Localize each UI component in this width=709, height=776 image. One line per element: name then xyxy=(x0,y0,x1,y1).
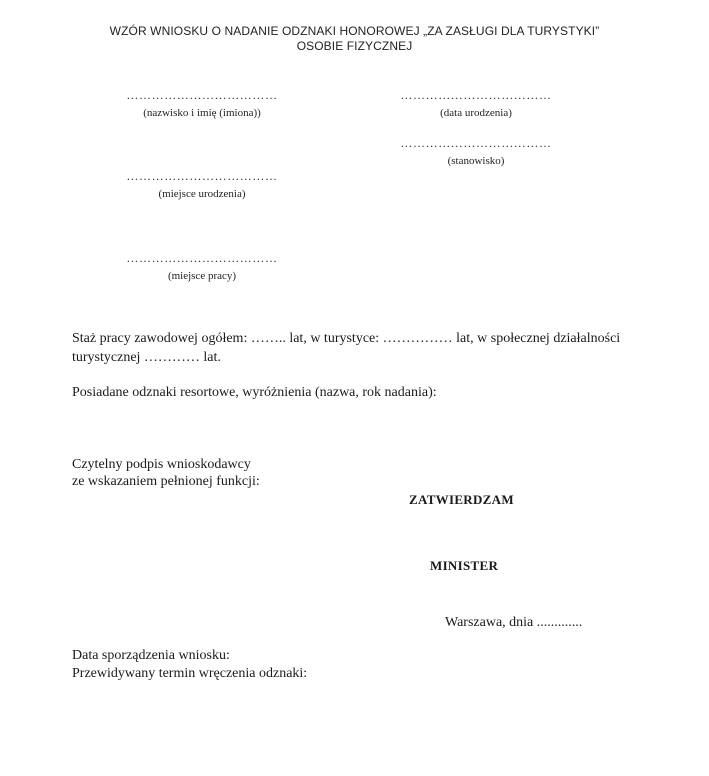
seniority-line-2: turystycznej ………… lat. xyxy=(72,350,221,365)
prepared-date-line: Data sporządzenia wniosku: xyxy=(72,648,230,663)
approval-heading: ZATWIERDZAM xyxy=(409,492,514,507)
birthplace-field xyxy=(102,169,302,201)
document-title: WZÓR WNIOSKU O NADANIE ODZNAKI HONOROWEJ „ZA ZASŁUGI DLA TURYSTYKI” xyxy=(109,24,600,38)
position-caption: (stanowisko) xyxy=(447,155,505,167)
award-date-line: Przewidywany termin wręczenia odznaki: xyxy=(72,666,308,681)
position-dots: ……………………………… xyxy=(400,136,552,150)
badges-line: Posiadane odznaki resortowe, wyróżnienia (nazwa, rok nadania): xyxy=(72,385,437,400)
minister-heading: MINISTER xyxy=(430,558,499,573)
name-field xyxy=(102,88,302,120)
birthplace-dots: ……………………………… xyxy=(126,169,278,183)
signature-line-1: Czytelny podpis wnioskodawcy xyxy=(72,457,251,472)
document-subtitle: OSOBIE FIZYCZNEJ xyxy=(296,39,413,53)
workplace-caption: (miejsce pracy) xyxy=(167,270,237,282)
position-field xyxy=(376,136,576,168)
name-caption: (nazwisko i imię (imiona)) xyxy=(143,107,261,119)
seniority-line-1: Staż pracy zawodowej ogółem: …….. lat, w turystyce: …………… lat, w społecznej działalności xyxy=(72,331,621,346)
name-dots: ……………………………… xyxy=(126,88,278,102)
workplace-field xyxy=(102,251,302,283)
workplace-dots: ……………………………… xyxy=(126,251,278,265)
birthdate-field xyxy=(376,88,576,120)
birthdate-dots: ……………………………… xyxy=(400,88,552,102)
signature-line-2: ze wskazaniem pełnionej funkcji: xyxy=(72,474,260,489)
birthplace-caption: (miejsce urodzenia) xyxy=(158,188,246,200)
place-date-line: Warszawa, dnia ............. xyxy=(445,615,583,630)
birthdate-caption: (data urodzenia) xyxy=(440,107,512,119)
